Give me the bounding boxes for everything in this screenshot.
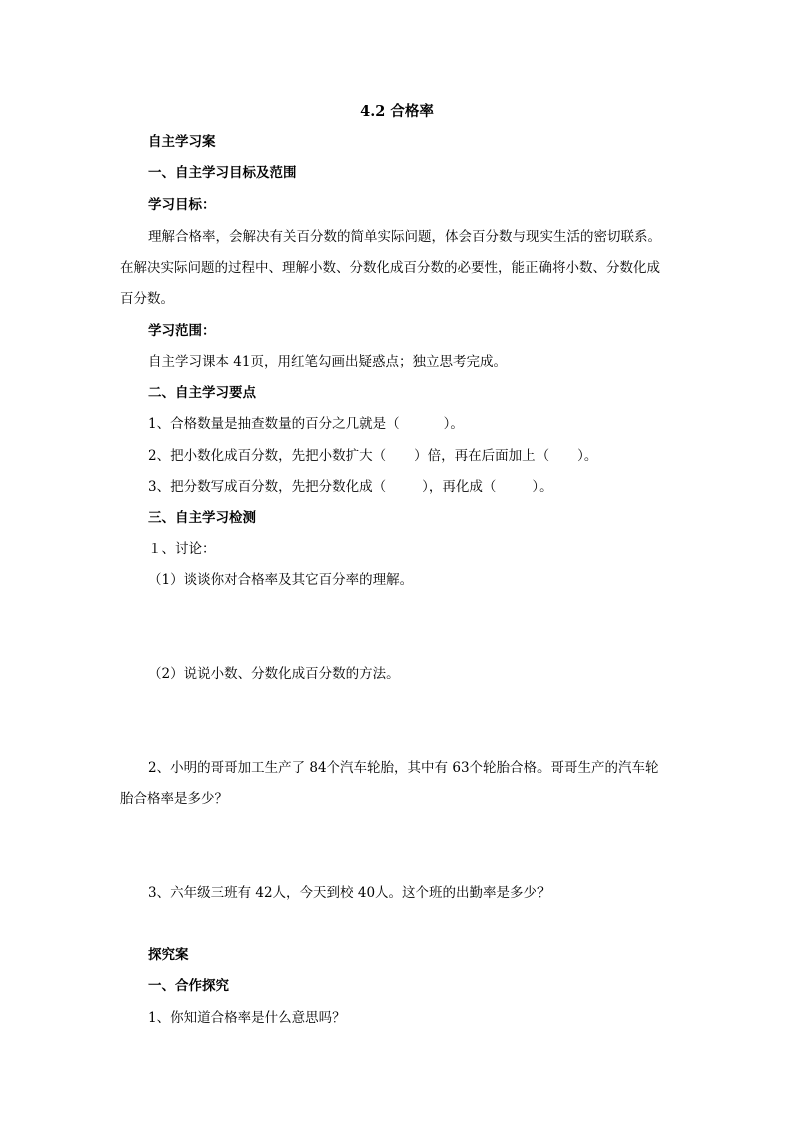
section-2-heading: 二、自主学习要点 [148, 385, 256, 401]
explore-section-1-heading: 一、合作探究 [148, 978, 229, 994]
key-point-3-text-a: 3、把分数写成百分数，先把分数化成（ [148, 479, 387, 495]
key-point-3 [148, 477, 553, 497]
key-point-1 [148, 414, 464, 434]
question-2-line-2: 胎合格率是多少？ [120, 791, 228, 807]
question-1-part-2: （2）说说小数、分数化成百分数的方法。 [148, 666, 400, 682]
section-3-heading: 三、自主学习检测 [148, 510, 256, 526]
explore-question-1: 1、你知道合格率是什么意思吗？ [148, 1010, 346, 1026]
scope-heading: 学习范围： [148, 323, 216, 339]
question-3: 3、六年级三班有 42人，今天到校 40人。这个班的出勤率是多少？ [148, 885, 551, 901]
goal-heading: 学习目标： [148, 197, 216, 213]
question-1-part-1: （1）谈谈你对合格率及其它百分率的理解。 [148, 572, 414, 588]
key-point-3-text-c: ）。 [532, 479, 553, 495]
goal-text-line-3: 百分数。 [120, 291, 174, 307]
self-study-heading: 自主学习案 [148, 134, 216, 150]
key-point-2-text-b: ）倍，再在后面加上（ [414, 448, 550, 464]
key-point-2 [148, 446, 597, 466]
key-point-1-text-b: ）。 [443, 416, 464, 432]
key-point-2-text-c: ）。 [577, 448, 598, 464]
question-1: １、讨论： [148, 541, 216, 557]
key-point-1-text-a: 1、合格数量是抽查数量的百分之几就是（ [148, 416, 400, 432]
goal-text-line-1: 理解合格率，会解决有关百分数的简单实际问题，体会百分数与现实生活的密切联系。 [148, 229, 661, 245]
page-title: 4.2 合格率 [360, 103, 434, 120]
explore-heading: 探究案 [148, 947, 189, 963]
question-2-line-1: 2、小明的哥哥加工生产了 84个汽车轮胎，其中有 63个轮胎合格。哥哥生产的汽车轮 [148, 760, 659, 776]
scope-text: 自主学习课本 41页，用红笔勾画出疑惑点；独立思考完成。 [148, 354, 507, 370]
section-1-heading: 一、自主学习目标及范围 [148, 165, 297, 181]
key-point-2-text-a: 2、把小数化成百分数，先把小数扩大（ [148, 448, 387, 464]
key-point-3-text-b: ），再化成（ [422, 479, 497, 495]
goal-text-line-2: 在解决实际问题的过程中、理解小数、分数化成百分数的必要性，能正确将小数、分数化成 [120, 260, 660, 276]
